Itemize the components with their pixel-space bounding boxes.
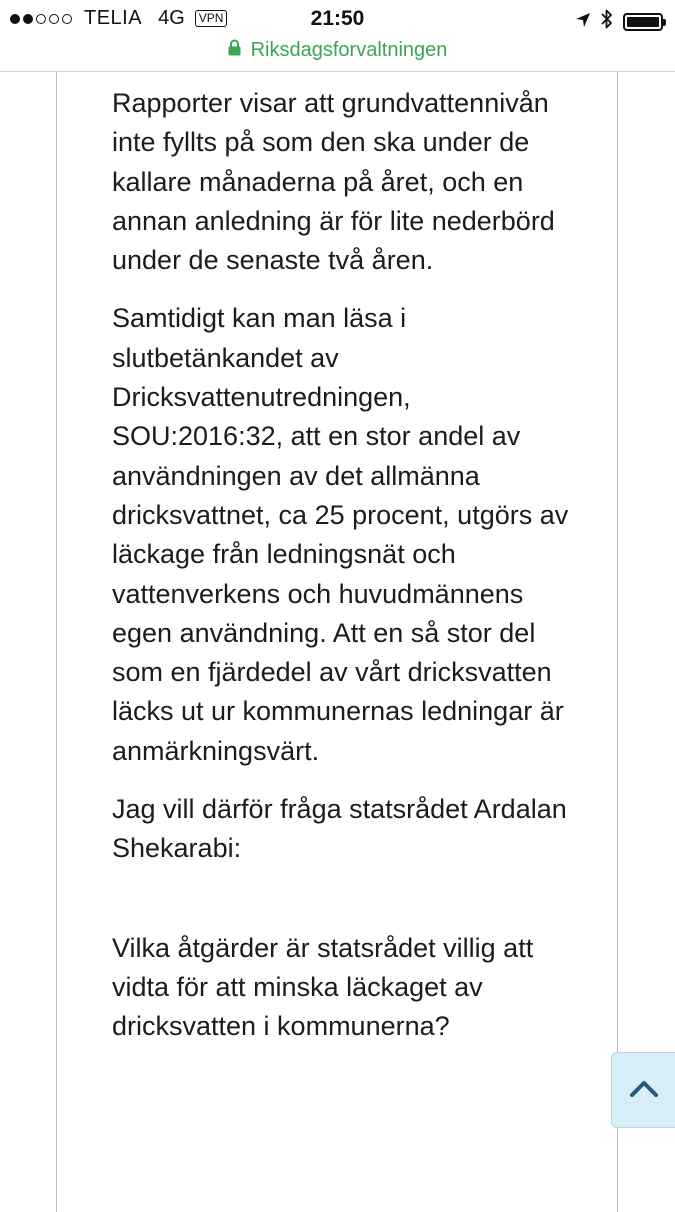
- scroll-to-top-button[interactable]: [611, 1052, 675, 1128]
- bluetooth-icon: [601, 8, 613, 36]
- paragraph: Samtidigt kan man läsa i slutbetänkandet av Dricksvattenutredningen, SOU:2016:32, att en stor andel av användningen av det allmänna dricksvattnet, ca 25 procent, utgörs av läckage från ledningsnät och vattenverkens och huvudmännens egen användning. Att en så stor del som en fjärdedel av vårt dricksvatten läcks ut ur kommunernas ledningar är anmärkningsvärt.: [112, 303, 569, 766]
- question-paragraph: Vilka åtgärder är statsrådet villig att vidta för att minska läckaget av dricksvatten i kommunerna?: [112, 932, 534, 1042]
- paragraph: Rapporter visar att grundvattennivån inte fyllts på som den ska under de kallare månaderna på året, och en annan anledning är för lite nederbörd under de senaste två åren.: [112, 88, 555, 276]
- chevron-up-icon: [629, 1078, 659, 1103]
- battery-fill: [627, 17, 659, 27]
- paragraph: Jag vill därför fråga statsrådet Ardalan Shekarabi:: [112, 794, 567, 864]
- status-bar: [0, 0, 675, 36]
- status-time: 21:50: [310, 7, 365, 30]
- lock-icon: [228, 39, 241, 62]
- network-type: 4G: [158, 7, 185, 29]
- vpn-badge: VPN: [195, 10, 228, 27]
- status-right: [575, 8, 663, 36]
- article-body: [112, 84, 582, 1066]
- address-bar[interactable]: [0, 36, 675, 64]
- battery-icon: [623, 13, 663, 31]
- carrier-name: TELIA: [84, 7, 143, 29]
- location-arrow-icon: [575, 11, 591, 34]
- site-name: Riksdagsforvaltningen: [250, 38, 448, 61]
